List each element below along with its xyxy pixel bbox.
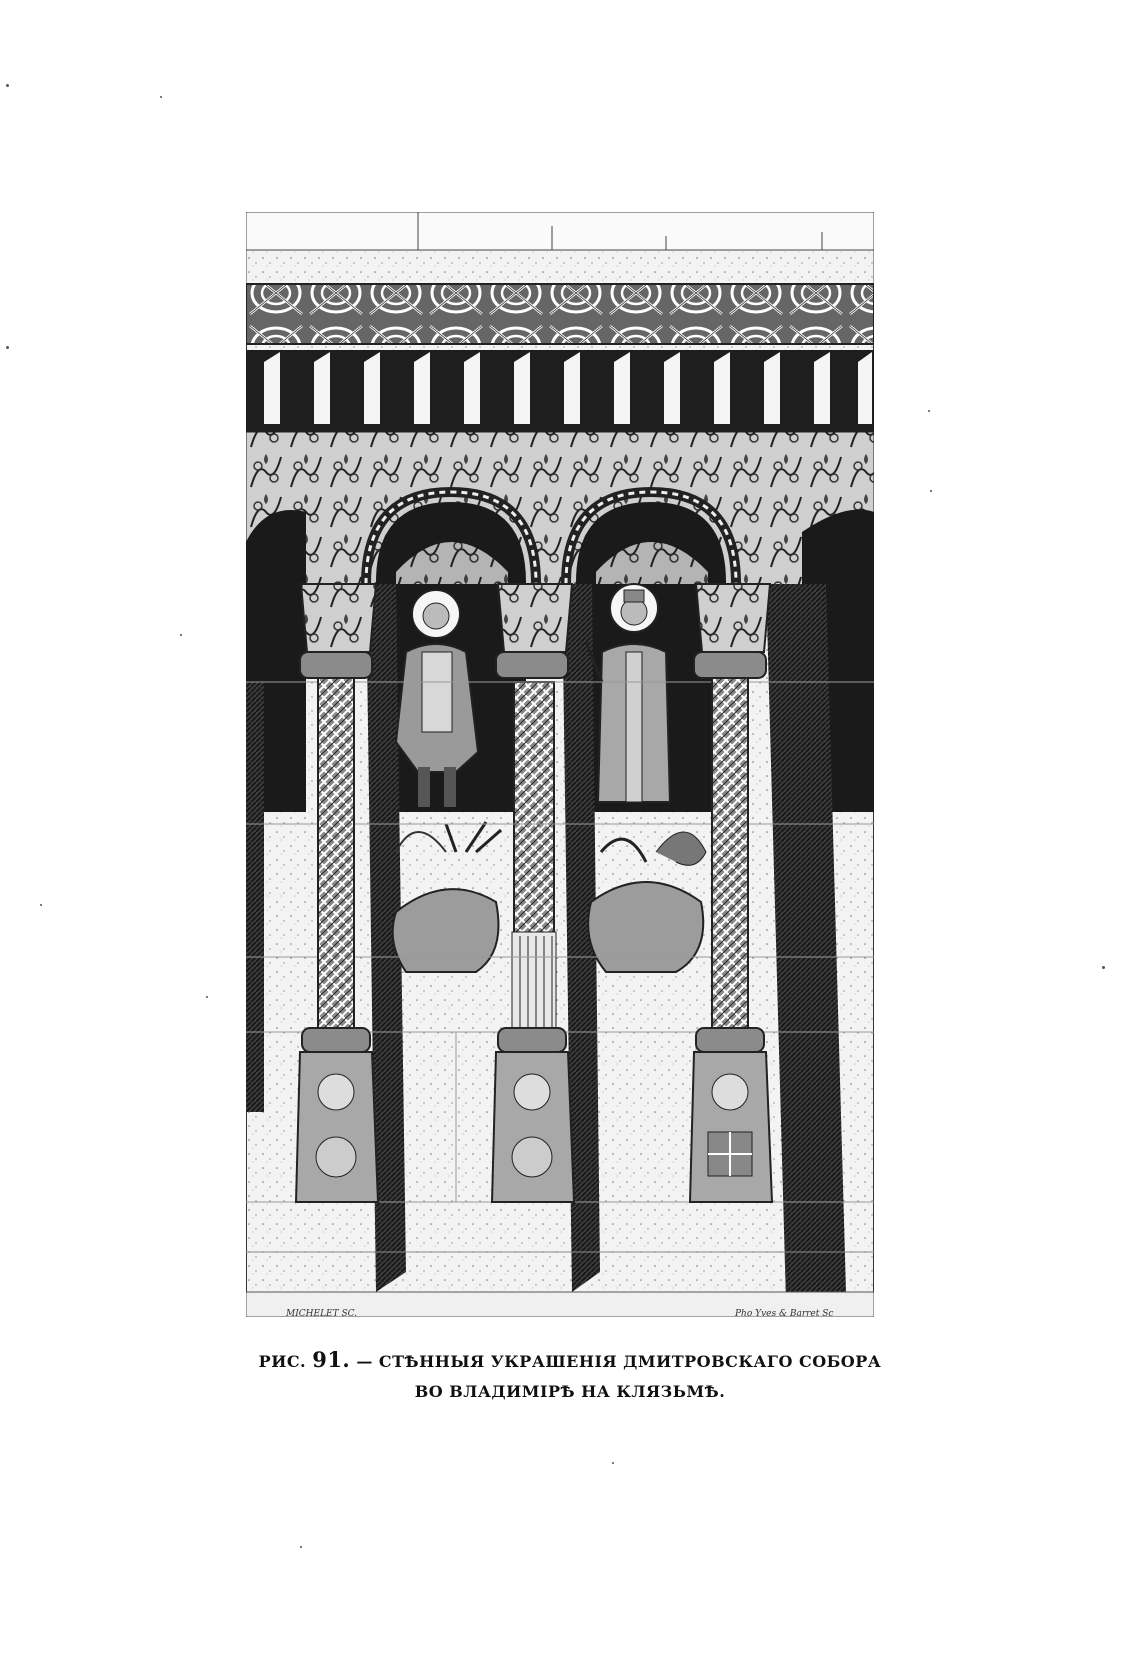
figure-label: РИС. <box>258 1352 307 1371</box>
engraver-credit: MICHELET SC. <box>286 1309 358 1319</box>
print-speck <box>40 904 42 906</box>
print-speck <box>180 634 182 636</box>
engraving-illustration <box>246 212 874 1317</box>
print-speck <box>160 96 162 98</box>
print-speck <box>6 84 9 87</box>
caption-line-2: ВО ВЛАДИМІРѢ НА КЛЯЗЬМѢ. <box>414 1382 726 1401</box>
print-speck <box>928 410 930 412</box>
print-speck <box>206 996 208 998</box>
figure-number: 91. <box>312 1347 351 1372</box>
printer-credit: Pho Yves & Barret Sc <box>735 1309 834 1319</box>
print-speck <box>300 1546 302 1548</box>
print-speck <box>6 346 9 349</box>
figure-caption <box>170 1347 970 1372</box>
print-speck <box>1102 966 1105 969</box>
caption-line-1: — СТѢННЫЯ УКРАШЕНІЯ ДМИТРОВСКАГО СОБОРА <box>356 1352 882 1371</box>
print-speck <box>930 490 932 492</box>
dentil-band <box>246 350 874 432</box>
print-speck <box>612 1462 614 1464</box>
